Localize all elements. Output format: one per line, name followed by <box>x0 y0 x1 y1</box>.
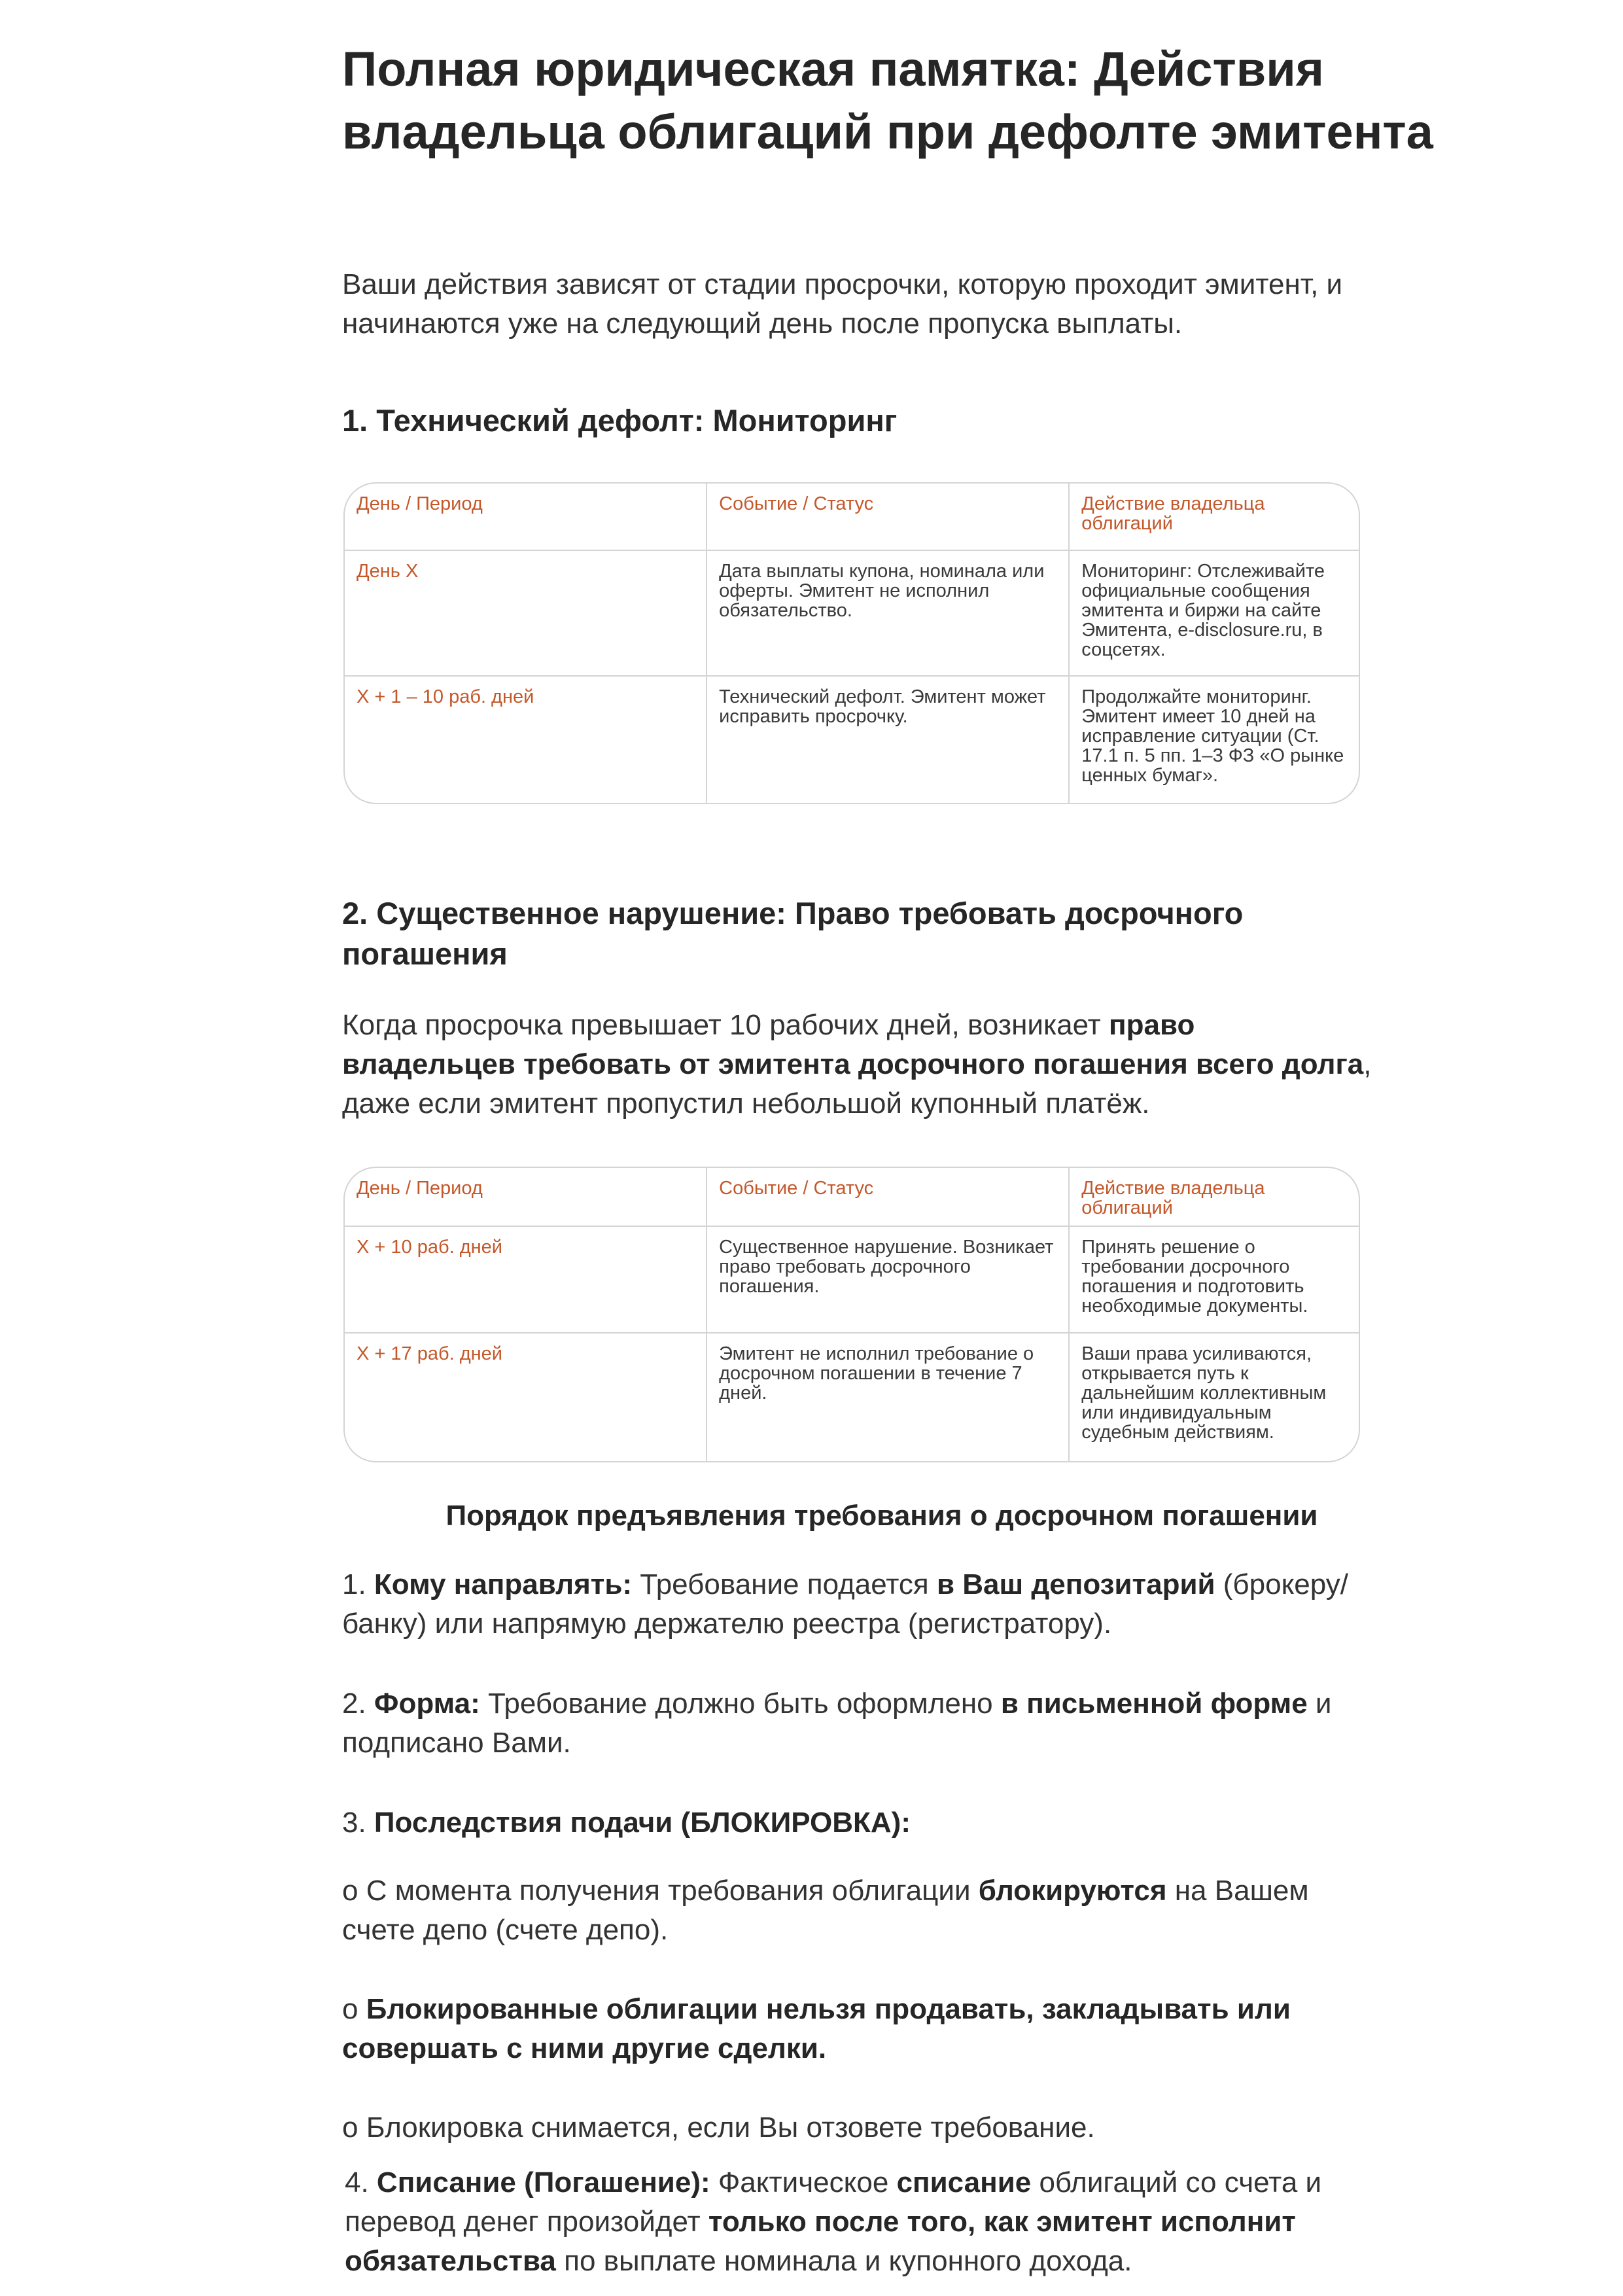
page-title: Полная юридическая памятка: Действия владельца облигаций при дефолте эмитента <box>342 42 1433 159</box>
section1-heading: 1. Технический дефолт: Мониторинг <box>342 403 898 438</box>
emphasis-text: право владельцев требовать от эмитента досрочного погашения всего долга <box>342 1009 1364 1080</box>
table-header-row <box>345 1168 1359 1227</box>
column-header-period: День / Период <box>345 1168 707 1227</box>
procedure-subitem-2: o Блокированные облигации нельзя продавать, закладывать или совершать с ними другие сделки. <box>342 1993 1291 2064</box>
section2-paragraph: Когда просрочка превышает 10 рабочих дней, возникает право владельцев требовать от эмитента досрочного погашения всего долга, даже если эмитент пропустил небольшой купонный платёж. <box>342 1009 1372 1120</box>
cell-period: День X <box>345 551 707 677</box>
bullet-marker: o <box>342 1875 366 1907</box>
table-header-row <box>345 484 1359 551</box>
cell-period: X + 10 раб. дней <box>345 1227 707 1333</box>
cell-event: Эмитент не исполнил требование о досрочном погашении в течение 7 дней. <box>707 1333 1070 1461</box>
table-row <box>345 1227 1359 1333</box>
technical-default-table <box>343 482 1360 804</box>
cell-action: Мониторинг: Отслеживайте официальные сообщения эмитента и биржи на сайте Эмитента, e-disclosure.ru, в соцсетях. <box>1070 551 1359 677</box>
procedure-item-2: 2. Форма: Требование должно быть оформлено в письменной форме и подписано Вами. <box>342 1687 1332 1759</box>
cell-action: Продолжайте мониторинг. Эмитент имеет 10 дней на исправление ситуации (Ст. 17.1 п. 5 пп. 1–3 ФЗ «О рынке ценных бумаг». <box>1081 686 1344 786</box>
column-header-action: Действие владельца облигаций <box>1070 484 1359 551</box>
column-header-action: Действие владельца облигаций <box>1070 1168 1359 1227</box>
cell-period: X + 17 раб. дней <box>345 1333 707 1461</box>
table-row <box>345 551 1359 677</box>
cell-action: Ваши права усиливаются, открывается путь к дальнейшим коллективным или индивидуальным судебным действиям. <box>1081 1343 1327 1443</box>
procedure-item-1: 1. Кому направлять: Требование подается в Ваш депозитарий (брокеру/банку) или напрямую держателю реестра (регистратору). <box>342 1568 1348 1640</box>
column-header-period: День / Период <box>345 484 707 551</box>
table-row <box>345 677 1359 803</box>
procedure-item-3: 3. Последствия подачи (БЛОКИРОВКА): <box>342 1807 911 1839</box>
bullet-marker: o <box>342 2111 366 2144</box>
cell-event: Технический дефолт. Эмитент может исправить просрочку. <box>707 677 1070 803</box>
cell-action: Принять решение о требовании досрочного погашения и подготовить необходимые документы. <box>1070 1227 1359 1333</box>
procedure-subitem-3: o Блокировка снимается, если Вы отзовете требование. <box>342 2111 1095 2144</box>
column-header-event: Событие / Статус <box>707 1168 1070 1227</box>
intro-paragraph: Ваши действия зависят от стадии просрочки, которую проходит эмитент, и начинаются уже на следующий день после пропуска выплаты. <box>342 268 1343 340</box>
cell-event: Существенное нарушение. Возникает право требовать досрочного погашения. <box>707 1227 1070 1333</box>
procedure-subitem-1: o С момента получения требования облигации блокируются на Вашем счете депо (счете депо). <box>342 1875 1309 1946</box>
material-breach-table <box>343 1167 1360 1462</box>
cell-event: Дата выплаты купона, номинала или оферты. Эмитент не исполнил обязательство. <box>707 551 1070 677</box>
bullet-marker: o <box>342 1993 366 2025</box>
table-row <box>345 1333 1359 1461</box>
cell-period: X + 1 – 10 раб. дней <box>345 677 707 803</box>
column-header-event: Событие / Статус <box>707 484 1070 551</box>
procedure-item-4: 4. Списание (Погашение): Фактическое списание облигаций со счета и перевод денег произойдет только после того, как эмитент исполнит обязательства по выплате номинала и купонного дохода. <box>345 2166 1322 2277</box>
procedure-title: Порядок предъявления требования о досрочном погашении <box>445 1500 1318 1532</box>
section2-heading: 2. Существенное нарушение: Право требовать досрочного погашения <box>342 896 1244 971</box>
